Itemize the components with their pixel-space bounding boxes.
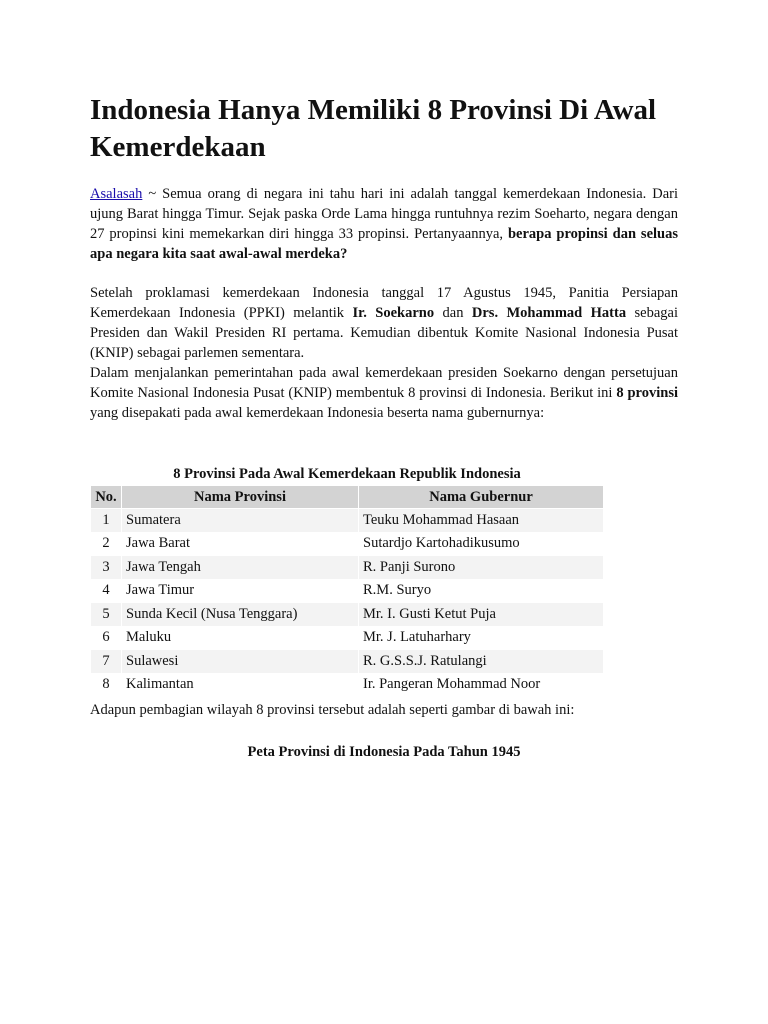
row-province: Kalimantan xyxy=(122,673,359,697)
proclamation-paragraph xyxy=(90,283,678,363)
header-province: Nama Provinsi xyxy=(122,486,359,509)
row-no: 5 xyxy=(91,603,122,627)
row-governor: R. G.S.S.J. Ratulangi xyxy=(359,650,604,674)
table-header-row xyxy=(91,486,604,509)
table-row xyxy=(91,673,604,697)
table-row xyxy=(91,626,604,650)
map-caption: Peta Provinsi di Indonesia Pada Tahun 1945 xyxy=(247,744,521,760)
header-governor: Nama Gubernur xyxy=(359,486,604,509)
table-row xyxy=(91,579,604,603)
para3-text-b: yang disepakati pada awal kemerdekaan Indonesia beserta nama gubernurnya: xyxy=(90,405,545,421)
row-governor: Mr. J. Latuharhary xyxy=(359,626,604,650)
row-province: Jawa Barat xyxy=(122,532,359,556)
article-title: Indonesia Hanya Memiliki 8 Provinsi Di Awal Kemerdekaan xyxy=(90,94,657,163)
row-governor: Sutardjo Kartohadikusumo xyxy=(359,532,604,556)
table-row xyxy=(91,603,604,627)
header-no: No. xyxy=(91,486,122,509)
intro-paragraph xyxy=(90,184,678,264)
row-province: Sulawesi xyxy=(122,650,359,674)
row-governor: Ir. Pangeran Mohammad Noor xyxy=(359,673,604,697)
intro-question: berapa propinsi dan seluas apa negara kita saat awal-awal merdeka? xyxy=(90,226,678,262)
row-governor: R. Panji Surono xyxy=(359,556,604,580)
para3-text-a: Dalam menjalankan pemerintahan pada awal kemerdekaan presiden Soekarno dengan persetujuan Komite Nasional Indonesia Pusat (KNIP) membentuk 8 provinsi di Indonesia. Berikut ini xyxy=(90,365,678,401)
map-intro-text: Adapun pembagian wilayah 8 provinsi tersebut adalah seperti gambar di bawah ini: xyxy=(90,702,575,718)
hatta-name: Drs. Mohammad Hatta xyxy=(471,305,627,321)
row-governor: Mr. I. Gusti Ketut Puja xyxy=(359,603,604,627)
provinces-table xyxy=(90,485,604,697)
row-no: 3 xyxy=(91,556,122,580)
table-row xyxy=(91,532,604,556)
row-province: Sunda Kecil (Nusa Tenggara) xyxy=(122,603,359,627)
para2-text-c: sebagai Presiden dan Wakil Presiden RI pertama. Kemudian dibentuk Komite Nasional Indonesia Pusat (KNIP) sebagai parlemen sementara. xyxy=(90,305,679,361)
row-no: 2 xyxy=(91,532,122,556)
row-no: 8 xyxy=(91,673,122,697)
para2-text-a: Setelah proklamasi kemerdekaan Indonesia tanggal 17 Agustus 1945, Panitia Persiapan Kemerdekaan Indonesia (PPKI) melantik xyxy=(90,285,678,321)
row-no: 7 xyxy=(91,650,122,674)
row-province: Sumatera xyxy=(122,509,359,533)
provinces-paragraph xyxy=(90,363,678,423)
soekarno-name: Ir. Soekarno xyxy=(352,305,435,321)
table-caption: 8 Provinsi Pada Awal Kemerdekaan Republik Indonesia xyxy=(173,466,521,482)
row-no: 1 xyxy=(91,509,122,533)
para2-text-b: dan xyxy=(434,305,472,321)
row-province: Jawa Tengah xyxy=(122,556,359,580)
row-governor: R.M. Suryo xyxy=(359,579,604,603)
source-link[interactable]: Asalasah xyxy=(90,186,143,202)
eight-provinces-bold: 8 provinsi xyxy=(616,385,678,401)
intro-text: ~ Semua orang di negara ini tahu hari ini adalah tanggal kemerdekaan Indonesia. Dari ujung Barat hingga Timur. Sejak paska Orde Lama hingga runtuhnya rezim Soeharto, negara dengan 27 propinsi kini memekarkan diri hingga 33 propinsi. Pertanyaannya, xyxy=(90,186,678,242)
row-province: Jawa Timur xyxy=(122,579,359,603)
row-province: Maluku xyxy=(122,626,359,650)
table-row xyxy=(91,509,604,533)
article xyxy=(90,92,678,762)
table-row xyxy=(91,556,604,580)
table-row xyxy=(91,650,604,674)
row-no: 4 xyxy=(91,579,122,603)
row-no: 6 xyxy=(91,626,122,650)
row-governor: Teuku Mohammad Hasaan xyxy=(359,509,604,533)
